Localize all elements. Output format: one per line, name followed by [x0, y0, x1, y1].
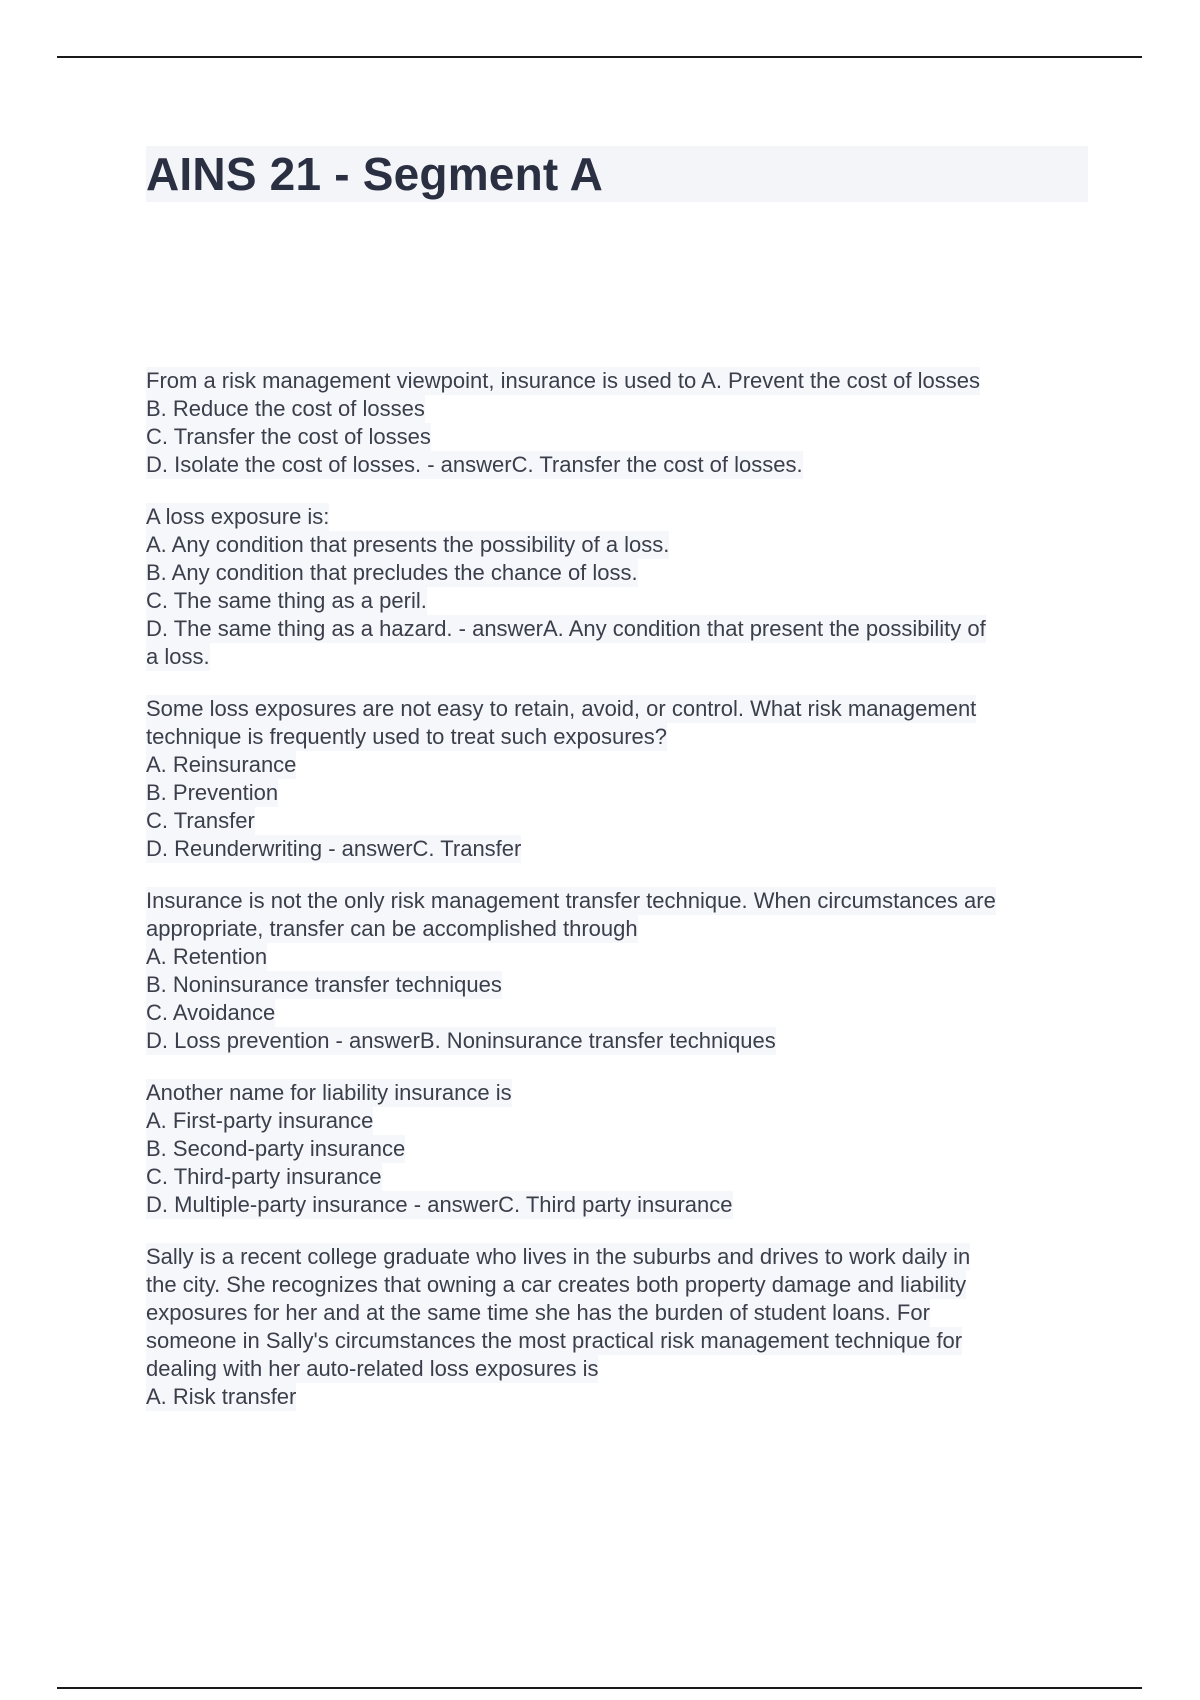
question-4-stem-continued: appropriate, transfer can be accomplished through	[146, 916, 638, 941]
question-5-option-c: C. Third-party insurance	[146, 1164, 382, 1189]
question-4-option-b: B. Noninsurance transfer techniques	[146, 972, 502, 997]
question-2-option-c: C. The same thing as a peril.	[146, 588, 427, 613]
question-5-option-d-answer: D. Multiple-party insurance - answerC. Third party insurance	[146, 1192, 733, 1217]
question-3	[146, 695, 1096, 863]
question-5-option-b: B. Second-party insurance	[146, 1136, 406, 1161]
question-1-option-d-answer: D. Isolate the cost of losses. - answerC. Transfer the cost of losses.	[146, 452, 803, 477]
question-6-stem-line-2: the city. She recognizes that owning a car creates both property damage and liability	[146, 1272, 967, 1297]
top-rule	[57, 56, 1142, 58]
question-4-stem: Insurance is not the only risk management transfer technique. When circumstances are	[146, 888, 996, 913]
question-list	[146, 367, 1096, 1435]
question-4	[146, 887, 1096, 1055]
question-3-option-a: A. Reinsurance	[146, 752, 297, 777]
question-1-stem: From a risk management viewpoint, insurance is used to A. Prevent the cost of losses	[146, 368, 980, 393]
question-1-option-b: B. Reduce the cost of losses	[146, 396, 425, 421]
question-2-stem: A loss exposure is:	[146, 504, 330, 529]
question-6-stem-line-3: exposures for her and at the same time she has the burden of student loans. For	[146, 1300, 930, 1325]
bottom-rule	[57, 1687, 1142, 1689]
question-2-option-d-answer: D. The same thing as a hazard. - answerA. Any condition that present the possibility of	[146, 616, 986, 641]
page-title: AINS 21 - Segment A	[146, 148, 604, 200]
question-6-stem-line-4: someone in Sally's circumstances the most practical risk management technique for	[146, 1328, 963, 1353]
question-2-option-a: A. Any condition that presents the possibility of a loss.	[146, 532, 670, 557]
question-5-stem: Another name for liability insurance is	[146, 1080, 512, 1105]
question-6	[146, 1243, 1096, 1411]
question-6-option-a: A. Risk transfer	[146, 1384, 297, 1409]
question-2-answer-continued: a loss.	[146, 644, 210, 669]
question-6-stem: Sally is a recent college graduate who lives in the suburbs and drives to work daily in	[146, 1244, 971, 1269]
question-3-stem: Some loss exposures are not easy to retain, avoid, or control. What risk management	[146, 696, 977, 721]
question-3-stem-continued: technique is frequently used to treat such exposures?	[146, 724, 667, 749]
question-6-stem-line-5: dealing with her auto-related loss exposures is	[146, 1356, 599, 1381]
question-4-option-d-answer: D. Loss prevention - answerB. Noninsurance transfer techniques	[146, 1028, 776, 1053]
question-3-option-c: C. Transfer	[146, 808, 255, 833]
question-5	[146, 1079, 1096, 1219]
question-5-option-a: A. First-party insurance	[146, 1108, 374, 1133]
question-2-option-b: B. Any condition that precludes the chance of loss.	[146, 560, 638, 585]
question-2	[146, 503, 1096, 671]
question-4-option-c: C. Avoidance	[146, 1000, 276, 1025]
question-3-option-d-answer: D. Reunderwriting - answerC. Transfer	[146, 836, 522, 861]
question-3-option-b: B. Prevention	[146, 780, 279, 805]
question-4-option-a: A. Retention	[146, 944, 268, 969]
question-1	[146, 367, 1096, 479]
question-1-option-c: C. Transfer the cost of losses	[146, 424, 431, 449]
